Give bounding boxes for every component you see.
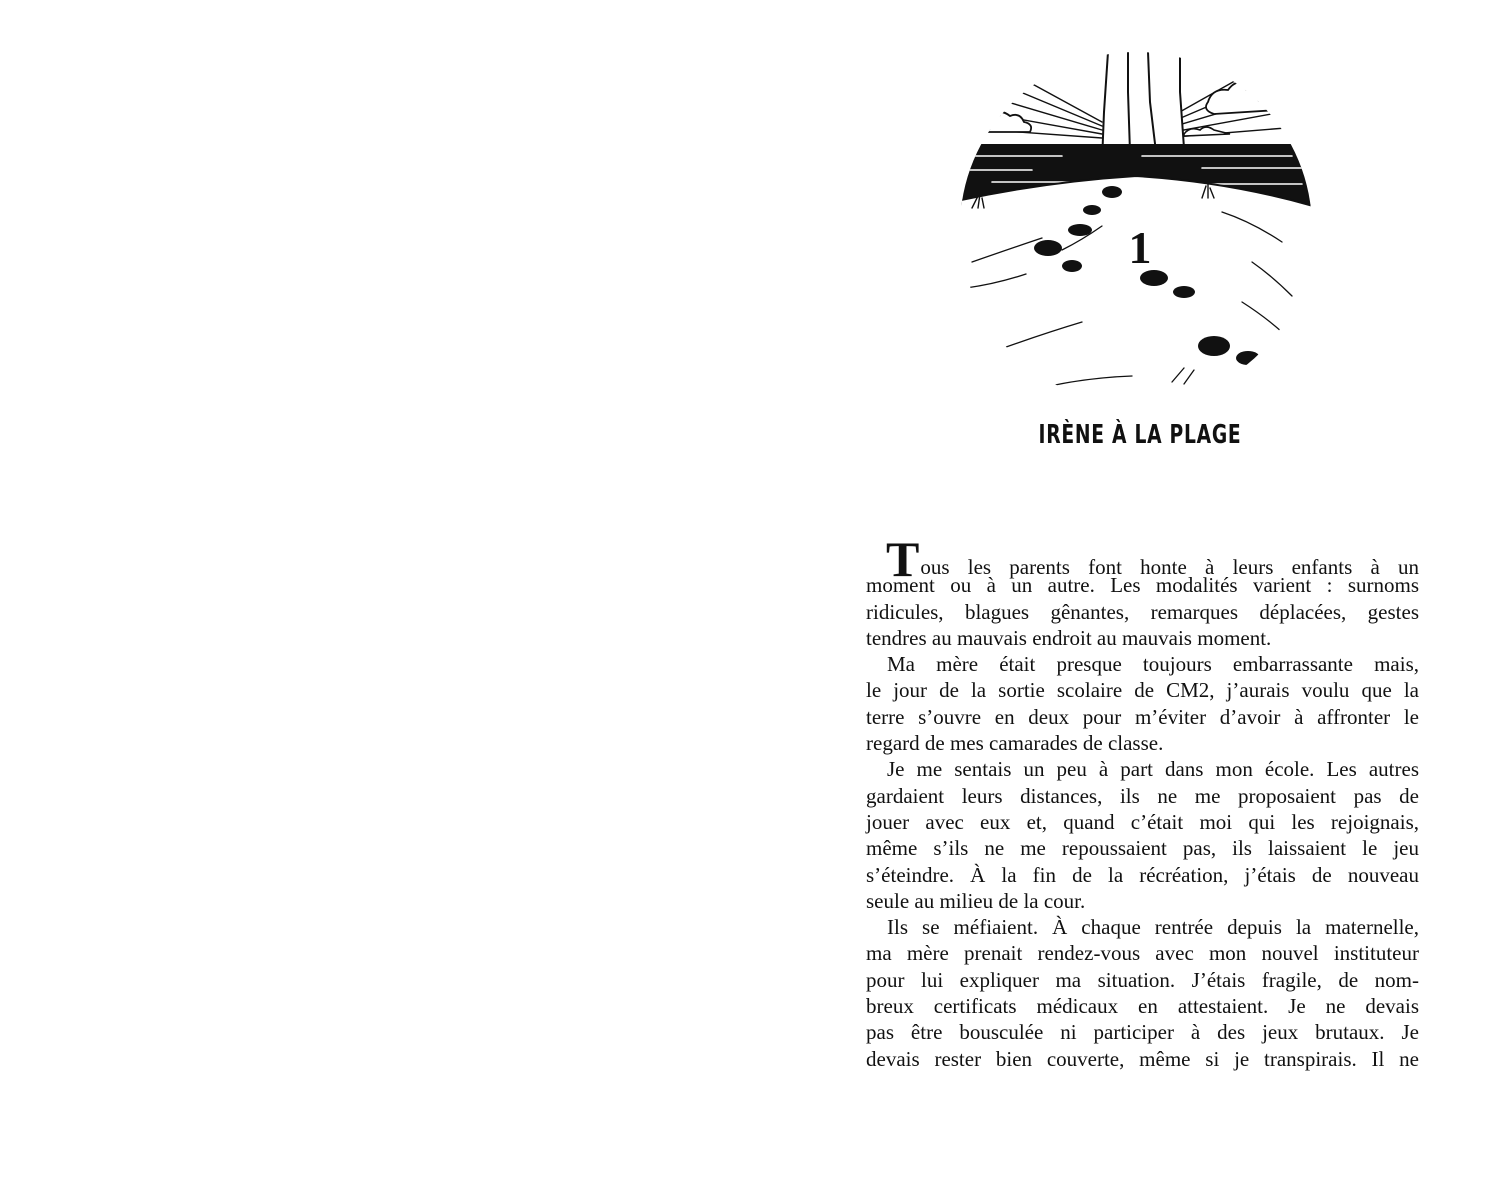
chapter-body-text — [866, 531, 1419, 1072]
text-line: même s’ils ne me repoussaient pas, ils laissaient le jeu — [866, 836, 1419, 861]
text-line: s’éteindre. À la fin de la récréation, j’étais de nouveau — [866, 862, 1419, 887]
text-line: devais rester bien couverte, même si je transpirais. Il ne — [866, 1046, 1419, 1071]
text-line: Ma mère était presque toujours embarrassante mais, — [887, 652, 1419, 677]
text-line: le jour de la sortie scolaire de CM2, j’aurais voulu que la — [866, 678, 1419, 703]
text-line: terre s’ouvre en deux pour m’éviter d’avoir à affronter le — [866, 704, 1419, 729]
text-line: pas être bousculée ni participer à des jeux brutaux. Je — [866, 1020, 1419, 1045]
drop-cap: T — [886, 531, 920, 587]
text-line: ridicules, blagues gênantes, remarques déplacées, gestes — [866, 599, 1419, 624]
text-line-content: ous les parents font honte à leurs enfants à un — [920, 555, 1419, 579]
text-line: tendres au mauvais endroit au mauvais moment. — [866, 625, 1272, 650]
text-line: moment ou à un autre. Les modalités varient : surnoms — [866, 573, 1419, 598]
text-line: breux certificats médicaux en attestaient. Je ne devais — [866, 994, 1419, 1019]
text-line: Ils se méfiaient. À chaque rentrée depuis la maternelle, — [887, 915, 1419, 940]
chapter-title: IRÈNE À LA PLAGE — [1038, 420, 1242, 450]
text-line: ma mère prenait rendez-vous avec mon nouvel instituteur — [866, 941, 1419, 966]
left-page-blank — [0, 0, 753, 1200]
text-line: Je me sentais un peu à part dans mon école. Les autres — [887, 757, 1419, 782]
text-line: gardaient leurs distances, ils ne me proposaient pas de — [866, 783, 1419, 808]
text-line: regard de mes camarades de classe. — [866, 731, 1164, 756]
text-line: jouer avec eux et, quand c’était moi qui les rejoignais, — [866, 809, 1419, 834]
text-line: seule au milieu de la cour. — [866, 888, 1086, 913]
chapter-number: 1 — [1128, 222, 1152, 273]
text-line: pour lui expliquer ma situation. J’étais fragile, de nom- — [866, 967, 1419, 992]
